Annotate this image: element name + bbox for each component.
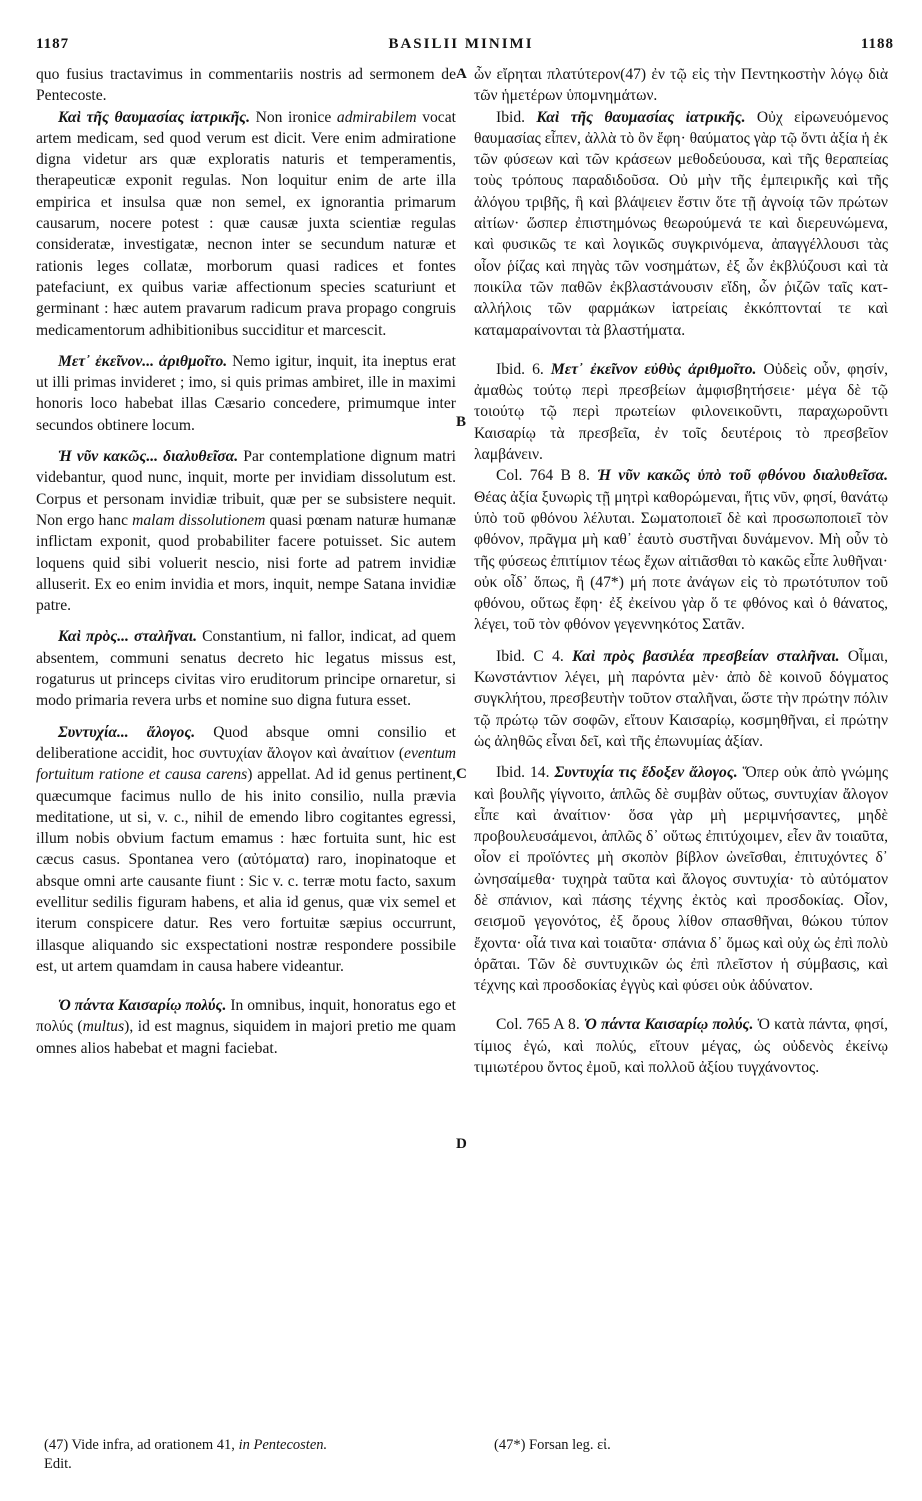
footnote-italic: in Pentecosten. bbox=[238, 1437, 328, 1453]
footnote-editor: Edit. bbox=[44, 1456, 72, 1472]
left-page-number: 1187 bbox=[36, 36, 70, 52]
text: ) appellat. Ad id genus pertinent, quæcumque facimus nullo de his inito consilio, nulla prævia meditatione, ut si, v. c., nihil de emendo libro cogitantes egressi, illum nobis obvium factum emamus : hæc fortuita sunt, hic est cæcus casus. Spontanea vero (αὐτόματα) raro, inopinatoque et absque omni arte causante fiunt : Sic v. c. terræ motu facto, saxum evellitur sedilis figuram habens, et alia id genus, quæ vix semel et iterum conspicere datur. Res vero fortuitæ sæpius occurrunt, illasque aliquando sic exspectationi nostræ respondere possibile est, ut artem quamdam in causa habere videantur. bbox=[36, 766, 456, 975]
latin-paragraph bbox=[36, 722, 456, 978]
greek-paragraph bbox=[474, 107, 888, 341]
text: Quod absque omni consilio et deliberatione accidit, hoc συντυχίαν ἄλογον καὶ ἀναίτιον ( bbox=[36, 723, 456, 762]
reference: Ibid. bbox=[496, 108, 537, 126]
reference: Ibid. C 4. bbox=[496, 647, 573, 665]
lemma: Συντυχία... ἄλογος. bbox=[58, 723, 196, 741]
latin-paragraph bbox=[36, 107, 456, 341]
latin-paragraph bbox=[36, 446, 456, 616]
text: Θέας ἀξία ξυνωρὶς τῇ μητρὶ καθορώμεναι, ἥτις νῦν, φησί, θανάτῳ ὑπὸ τοῦ φθόνου λέλυται. Σωματοποιεῖ δὲ καὶ προσωποποιεῖ τὸν φθόνον, πρᾶγμα μὴ καθ᾽ ἑαυτὸ συστῆναι δυνάμενον. Μὴ οὖν τὸ τῆς φύσεως ἐπιτίμιον τέως ἔχων αἰτιᾶσθαι τὸ κακῶς εἶπε λυθῆναι· οὐκ οἶδ᾽ ὅπως, ἢ (47*) μή ποτε ἀνάγων εἰς τὸ πρωτότυπον τοῦ φθόνου, οὕτως ἔφη· ἐξ ἐκείνου γὰρ ὅ τε φθόνος καὶ ὁ θάνατος, λέγει, τοῦ τὸν φθόνον γεγεννηκότος Σατᾶν. bbox=[474, 488, 888, 634]
greek-paragraph bbox=[474, 359, 888, 465]
lemma: Ὁ πάντα Καισαρίῳ πολύς. bbox=[58, 997, 227, 1015]
text: Οἶμαι, Κωνστάντιον λέγει, μὴ παρόντα μὲν· ἀπὸ δὲ κοινοῦ δόγματος συγκλήτου, πρεσβευτὴν τοῦτον σταλῆναι, ὥστε τὴν πρώτην πόλιν τῷ πρώτῳ τῶν σοφῶν, εἴτουν Καισαρίῳ, κοσμηθῆναι, εἰ πρώτην ὡς ἀληθῶς εἶναι δεῖ, καὶ τῆς ἐπωνυμίας ἀξίαν. bbox=[474, 647, 888, 750]
latin-column bbox=[36, 64, 456, 1059]
italic-text: malam dissolutionem bbox=[132, 511, 266, 529]
italic-text: multus bbox=[82, 1018, 125, 1036]
greek-paragraph: ὧν εἴρηται πλατύτερον(47) ἐν τῷ εἰς τὴν Πεντηκοστὴν λόγῳ διὰ τῶν ἡμετέρων ὑπομνημάτων. bbox=[474, 66, 888, 105]
reference: Col. 765 A 8. bbox=[496, 1016, 584, 1034]
footnote-left bbox=[44, 1436, 464, 1474]
text: Ὅπερ οὐκ ἀπὸ γνώμης καὶ βουλῆς γίγνοιτο, ἁπλῶς δὲ συμβὰν οὕτως, συντυχίαν ἄλογον εἶπε καὶ ἀναίτιον· ὅσα γὰρ μὴ μεριμνήσαντες, μηδὲ προβουλευσάμενοι, ἁπλῶς δ᾽ οὕτως ἐπιτύχοιμεν, εἶεν ἂν τοιαῦτα, οἷον εἰ προϊόντες μὴ σκοπὸν βίβλον ὠνεῖσθαι, ἐπιτυχόντες δ᾽ ὠνησαίμεθα· τυχηρὰ ταῦτα καὶ ἄλογος συντυχία· τὸ αὐτόματον δὲ σπάνιον, καὶ πάσης τέχνης ἐκτὸς καὶ προσδοκίας. Οἷον, σεισμοῦ γεγονότος, ἐξ ὄρους λίθον σπασθῆναι, θώκου τύπον ἔχοντα· οἷά τινα καὶ τοιαῦτα· σπάνια δ᾽ ὅμως καὶ οὐχ ὡς ἐπὶ πολὺ ὁρᾶται. Τῶν δὲ συντυχικῶν ὡς ἐπὶ πλεῖστον ἡ σύμβασις, καὶ τέχνης καὶ προσδοκίας ἐγγὺς καὶ φύσει οὐκ ἀδύνατον. bbox=[474, 764, 889, 995]
text: Non ironice bbox=[249, 108, 337, 126]
lemma: Ἡ νῦν κακῶς ὑπὸ τοῦ φθόνου διαλυθεῖσα. bbox=[597, 467, 888, 485]
margin-letter-d: D bbox=[456, 1136, 467, 1152]
text: ), id est magnus, siquidem in majori pretio me quam omnes alios habebat et magni faciebat. bbox=[36, 1018, 456, 1057]
lemma: Καὶ πρὸς... σταλῆναι. bbox=[58, 628, 198, 646]
latin-paragraph bbox=[36, 351, 456, 436]
latin-paragraph bbox=[36, 626, 456, 711]
text: quasi pœnam naturæ humanæ inflictam exponit, quod probabiliter facere potuisset. Sic autem loquens quid sibi voluerit nescio, nisi forte ad patrem invidiæ alluserit. Ex eo enim invidia et mors, inquit, nempe Satana invidiæ patre. bbox=[36, 511, 456, 615]
footnote-right: (47*) Forsan leg. εἰ. bbox=[494, 1437, 611, 1453]
greek-paragraph bbox=[474, 465, 888, 635]
greek-paragraph bbox=[474, 646, 888, 752]
lemma: Καὶ τῆς θαυμασίας ἰατρικῆς. bbox=[536, 108, 746, 126]
lemma: Μετ᾽ ἐκεῖνον... ἀριθμοῖτο. bbox=[58, 352, 228, 370]
text: Οὐχ εἰρωνευόμενος θαυμασίας εἶπεν, ἀλλὰ τὸ ὂν ἔφη· θαύματος γὰρ τῷ ὄντι ἀξία ἡ ἐκ τῶν φύσεων καὶ τῶν κράσεων μεθοδεύουσα, καὶ τῆς θεραπείας τοὺς τρόπους παραδιδοῦσα. Οὐ μὴν τῆς ἐμπειρικῆς καὶ τῆς ἀλόγου τριβῆς, ἣ καὶ βλάψειεν ἔστιν ὅτε τῇ ἀγνοίᾳ τῶν πρώτων αἰτίων· ὥσπερ ἐπιστημόνως θεωρούμενά τε καὶ διερευνώμενα, καὶ φυσικῶς τε καὶ λογικῶς συγκρινόμενα, ἀπαγγέλλουσι τὰς οἷον ῥίζας καὶ πηγὰς τῶν νοσημάτων, ἐξ ὧν ἐκβλύζουσι καὶ τὰ ποικίλα τῶν παθῶν ἐκβλαστάνουσιν εἴδη, ὧν ῥιζῶν ταῖς κατ-αλλήλοις τῶν φαρμάκων ἰατρείαις ἐκκόπτονταί τε καὶ καταμαραίνονται τὰ βλαστήματα. bbox=[474, 108, 888, 339]
running-title: BASILII MINIMI bbox=[388, 36, 534, 52]
italic-text: eventum fortuitum ratione et causa carens bbox=[36, 744, 456, 784]
reference: Col. 764 B 8. bbox=[496, 467, 598, 485]
margin-letter-c: C bbox=[456, 766, 467, 782]
margin-letter-a: A bbox=[456, 66, 467, 82]
footnote-text: (47) Vide infra, ad orationem 41, bbox=[44, 1437, 239, 1453]
right-page-number: 1188 bbox=[860, 36, 894, 52]
greek-paragraph bbox=[474, 1014, 888, 1078]
lemma: Ἡ νῦν κακῶς... διαλυθεῖσα. bbox=[58, 448, 239, 466]
margin-letter-b: B bbox=[456, 414, 467, 430]
lemma: Συντυχία τις ἔδοξεν ἄλογος. bbox=[554, 764, 738, 782]
text: Par contemplatione dignum matri videbantur, quod nunc, inquit, morte per invidiam dissolutum est. Corpus et personam invidiæ tribuit, quæ per se subsistere nequit. Non ergo hanc bbox=[36, 448, 456, 529]
lemma: Ὁ πάντα Καισαρίῳ πολύς. bbox=[583, 1016, 754, 1034]
lemma: Καὶ τῆς θαυμασίας ἰατρικῆς. bbox=[58, 108, 250, 126]
text: vocat artem medicam, sed quod verum est dicit. Vere enim admiratione digna videtur ars quæ exploratis naturis et temperamentis, therapeuticæ exponit regulas. Non loquitur enim de arte illa empirica et insulsa quæ non semel, ex ignorantia primarum causarum, nocere potest : quæ causæ juxta scientiæ regulas consideratæ, investigatæ, necnon inter se secundum naturæ et rationis leges collatæ, morborum quasi radices et fontes patefaciunt, ex quibus variæ affectionum species scaturiunt et germinant : hæc autem pravarum radicum prava propago congruis medicamentorum adhibitionibus succiditur et marcescit. bbox=[36, 108, 456, 339]
text: Οὐδεὶς οὖν, φησίν, ἀμαθὼς τούτῳ περὶ πρεσβείων ἀμφισβητήσειε· μέγα δὲ τῷ τοιούτῳ τῷ περὶ πρωτείων φιλονεικοῦντι, παραχωροῦντι Καισαρίῳ τὰ πρεσβεῖα, ἐν τοῖς δευτέροις τὸ πρεσβεῖον λαμβάνειν. bbox=[474, 360, 888, 464]
text: Constantium, ni fallor, indicat, ad quem absentem, communi senatus decreto hic legatus missus est, rogaturus ut princeps civitas viro eruditorum principe ornaretur, si modo primaria revera urbs et nomine suo digna futura esset. bbox=[36, 628, 456, 710]
italic-text: admirabilem bbox=[336, 108, 417, 126]
text: Nemo igitur, inquit, ita ineptus erat ut illi primas invideret ; imo, si quis primas ambiret, ille in maximi honoris loco habebat illas Cæsario concedere, primumque inter secundos obtinere locum. bbox=[36, 352, 456, 434]
reference: Ibid. 6. bbox=[496, 360, 551, 378]
greek-column bbox=[474, 64, 888, 1078]
lemma: Μετ᾽ ἐκεῖνον εὐθὺς ἀριθμοῖτο. bbox=[550, 360, 757, 378]
text: In omnibus, inquit, honoratus ego et πολύς ( bbox=[36, 997, 456, 1036]
latin-paragraph: quo fusius tractavimus in commentariis nostris ad sermonem de Pentecoste. bbox=[36, 66, 456, 105]
greek-paragraph bbox=[474, 762, 888, 996]
reference: Ibid. 14. bbox=[496, 764, 555, 782]
latin-paragraph bbox=[36, 995, 456, 1059]
text: Ὁ κατὰ πάντα, φησί, τίμιος ἐγώ, καὶ πολύς, εἴτουν μέγας, ὡς οὐδενὸς ἐκείνῳ τιμιωτέρου ὄντος ἐμοῦ, καὶ πολλοῦ ἀξίου τυγχάνοντος. bbox=[474, 1016, 889, 1077]
lemma: Καὶ πρὸς βασιλέα πρεσβείαν σταλῆναι. bbox=[572, 647, 840, 665]
